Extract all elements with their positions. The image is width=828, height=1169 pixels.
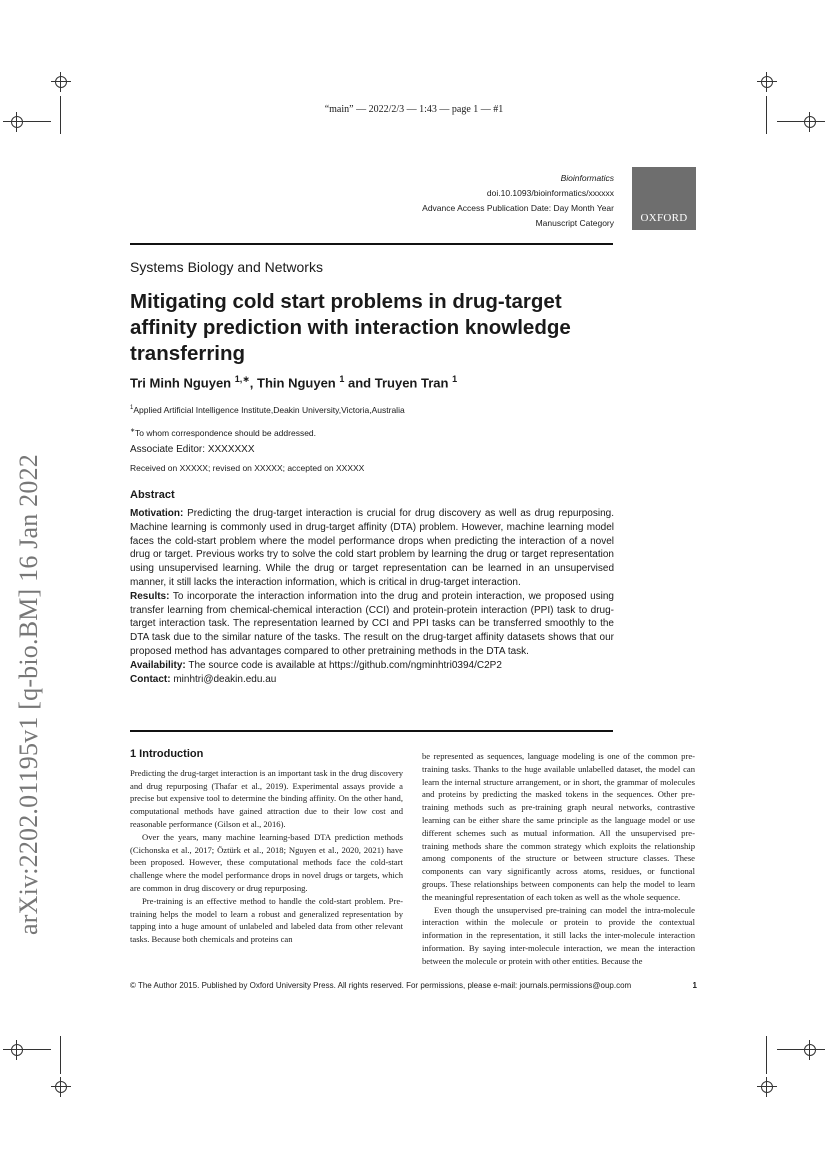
arxiv-stamp: arXiv:2202.01195v1 [q-bio.BM] 16 Jan 2022	[14, 454, 43, 935]
contact-text: minhtri@deakin.edu.au	[170, 673, 277, 685]
page-number: 1	[692, 981, 697, 990]
abstract-motivation	[130, 507, 614, 590]
author-name: Tri Minh Nguyen	[130, 375, 232, 391]
crop-line	[60, 96, 61, 134]
received-dates: Received on XXXXX; revised on XXXXX; accepted on XXXXX	[130, 463, 365, 473]
crop-line	[766, 1036, 767, 1074]
journal-access: Advance Access Publication Date: Day Month Year	[422, 203, 614, 213]
author-name: Truyen Tran	[374, 375, 449, 391]
affiliation-text: Applied Artificial Intelligence Institute,Deakin University,Victoria,Australia	[133, 405, 405, 415]
crop-mark-right-mid	[800, 112, 820, 132]
copyright-notice: © The Author 2015. Published by Oxford University Press. All rights reserved. For permissions, please e-mail: journals.permissions@oup.com	[130, 981, 632, 990]
availability-text: The source code is available at https://github.com/ngminhtri0394/C2P2	[185, 659, 502, 671]
affiliation	[130, 405, 405, 415]
paragraph: Pre-training is an effective method to handle the cold-start problem. Pre-training helps the model to learn a robust and generalized representation by tapping into a huge amount of unlabeled and labeled data from other relevant tasks. Because both chemicals and proteins can	[130, 895, 403, 945]
author-sup: 1	[452, 374, 458, 384]
affiliation-sup: 1	[130, 405, 134, 412]
intro-left-column	[130, 748, 403, 946]
crop-mark-left-mid	[7, 112, 27, 132]
oxford-logo	[632, 167, 696, 230]
crop-mark-left-bottom	[7, 1040, 27, 1060]
paragraph: Over the years, many machine learning-based DTA prediction methods (Cichonska et al., 2017; Öztürk et al., 2018; Nguyen et al., 2020, 2021) have been proposed. However, these computational methods face the cold-start challenge where the model performance drops in novel drugs or targets, which are common in drug discovery or drug repurposing.	[130, 831, 403, 893]
author-sup: 1,∗	[234, 374, 250, 384]
motivation-label: Motivation:	[130, 508, 184, 519]
results-label: Results:	[130, 590, 170, 602]
paragraph: be represented as sequences, language modeling is one of the common pre-training tasks. Thanks to the huge available unlabelled dataset, the model can learn the internal structure arrangement, or in short, the grammar of molecules and proteins by predicting the masked tokens in the sequences. Other pre-training methods such as pre-training graph neural networks, contrastive learning can be either share the same principle as the language model or use different schemes such as mutual information. All the unsupervised pre-training methods share the common strategy which exploits the relationship among components of the structure or between structure classes. These components can vary significantly across atoms, residues, or functional groups. These relationships between components can help the model to learn the meaningful representation of each token as well as the whole sequence.	[422, 751, 695, 902]
journal-name: Bioinformatics	[560, 173, 614, 183]
page-footer	[130, 981, 697, 990]
author-sup: 1	[339, 374, 345, 384]
abstract-availability	[130, 659, 614, 673]
crop-line	[766, 96, 767, 134]
crop-line	[60, 1036, 61, 1074]
author-separator: ,	[249, 375, 258, 391]
author-list	[130, 374, 457, 390]
intro-right-column	[422, 750, 695, 968]
journal-doi: doi.10.1093/bioinformatics/xxxxxx	[486, 188, 614, 198]
availability-label: Availability:	[130, 659, 186, 671]
crop-mark-top-right	[757, 72, 777, 92]
correspondence-note	[130, 427, 316, 438]
contact-label: Contact:	[130, 673, 171, 685]
crop-mark-bottom-right	[757, 1077, 777, 1097]
paragraph: Predicting the drug-target interaction is an important task in the drug discovery and drug repurposing (Thafar et al., 2019). Experimental assays provide a precise but expensive tool to determine the binding affinity. On the other hand, computational methods have gained attraction due to their low cost and reasonable performance (Gilson et al., 2016).	[130, 767, 403, 829]
abstract-body	[130, 507, 614, 686]
author-name: Thin Nguyen	[257, 375, 336, 391]
abstract-contact	[130, 673, 614, 687]
oxford-logo-text: OXFORD	[640, 212, 688, 224]
associate-editor: Associate Editor: XXXXXXX	[130, 444, 255, 455]
author-separator: and	[344, 375, 375, 391]
correspondence-text: To whom correspondence should be addressed.	[135, 427, 317, 438]
section-heading: 1 Introduction	[130, 748, 204, 760]
journal-category: Manuscript Category	[535, 218, 614, 228]
crop-mark-top-left	[51, 72, 71, 92]
abstract-rule	[130, 730, 613, 732]
motivation-text: Predicting the drug-target interaction is crucial for drug discovery as well as drug repurposing. Machine learning is commonly used in drug-target affinity (DTA) problem. However, machine learning model faces the cold-start problem where the model performance drops when predicting the interaction of a novel drug or target. Previous works try to solve the cold start problem by learning the drug or target representation using unsupervised learning. While the drug or target representation can be learned in an unsupervised manner, it still lacks the interaction information, which is critical in drug-target interaction.	[130, 508, 614, 588]
crop-mark-bottom-left	[51, 1077, 71, 1097]
correspondence-sup: ∗	[130, 428, 136, 434]
running-head: “main” — 2022/2/3 — 1:43 — page 1 — #1	[324, 104, 504, 115]
crop-mark-right-bottom	[800, 1040, 820, 1060]
paragraph: Even though the unsupervised pre-training can model the intra-molecule interaction within the molecule or protein to provide the contextual information in the representation, it still lacks the inter-molecule interaction information. By saying inter-molecule interaction, we mean the interaction between the molecule or protein with other entities. Because the	[422, 904, 695, 966]
article-category: Systems Biology and Networks	[130, 259, 323, 275]
journal-info	[400, 171, 614, 231]
abstract-results	[130, 590, 614, 659]
header-rule	[130, 243, 613, 245]
abstract-heading: Abstract	[130, 489, 175, 501]
results-text: To incorporate the interaction information into the drug and protein interaction, we proposed using transfer learning from chemical-chemical interaction (CCI) and protein-protein interaction (PPI) task to drug-target interaction task. The representation learned by CCI and PPI tasks can be transferred smoothly to the DTA task due to the similar nature of the tasks. The result on the drug-target affinity datasets shows that our proposed method has advantages compared to other pretraining methods in the DTA task.	[130, 590, 614, 657]
paper-title: Mitigating cold start problems in drug-target affinity prediction with interaction knowledge transferring	[130, 290, 571, 365]
